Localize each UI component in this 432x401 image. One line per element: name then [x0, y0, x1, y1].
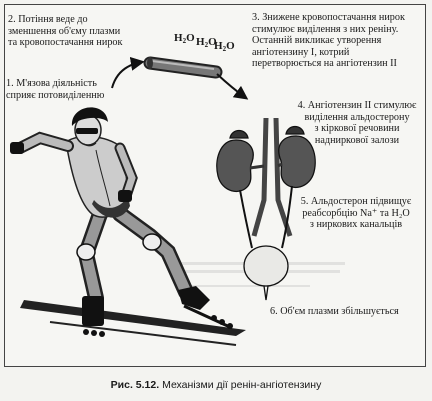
knee-pad	[143, 234, 161, 250]
skater-illustration	[10, 107, 246, 345]
step-4-label: 4. Ангіотензин ІІ стимулює виділення альдостерону з кіркової речовини надниркової залози	[297, 100, 417, 146]
step-3-label: 3. Знижене кровопостачання нирок стимулює виділення з них реніну. Останній викликає утворення ангіотензину І, котрий перетворюється на ангіотензин ІІ	[252, 12, 405, 70]
water-label: $H_2O$	[196, 36, 217, 49]
step-6-label: 6. Об'єм плазми збільшується	[270, 306, 399, 317]
arrow-to-kidneys	[217, 74, 246, 98]
water-label: $H_2O$	[214, 40, 235, 53]
step-5-label: 5. Альдостерон підвищує реабсорбцію Na⁺ та H₂O з ниркових канальців	[300, 196, 412, 231]
wrist-guard	[10, 142, 24, 154]
arrow-to-vessel	[112, 62, 142, 88]
water-label: $H_2O$	[174, 32, 195, 45]
sunglasses	[76, 128, 98, 134]
blood-vessel	[147, 57, 216, 72]
figure-caption: Рис. 5.12. Механізми дії ренін-ангіотензину	[110, 379, 322, 391]
knee-pad	[77, 244, 95, 260]
front-skate	[82, 296, 105, 337]
step-1-label: 1. М'язова діяльність сприяє потовиділенню	[6, 78, 105, 101]
wrist-guard	[118, 190, 132, 202]
left-adrenal-gland	[230, 131, 248, 139]
left-kidney	[217, 140, 253, 191]
step-2-label: 2. Потіння веде до зменшення об'єму плазми та кровопостачання нирок	[8, 14, 123, 49]
bladder	[244, 246, 288, 286]
